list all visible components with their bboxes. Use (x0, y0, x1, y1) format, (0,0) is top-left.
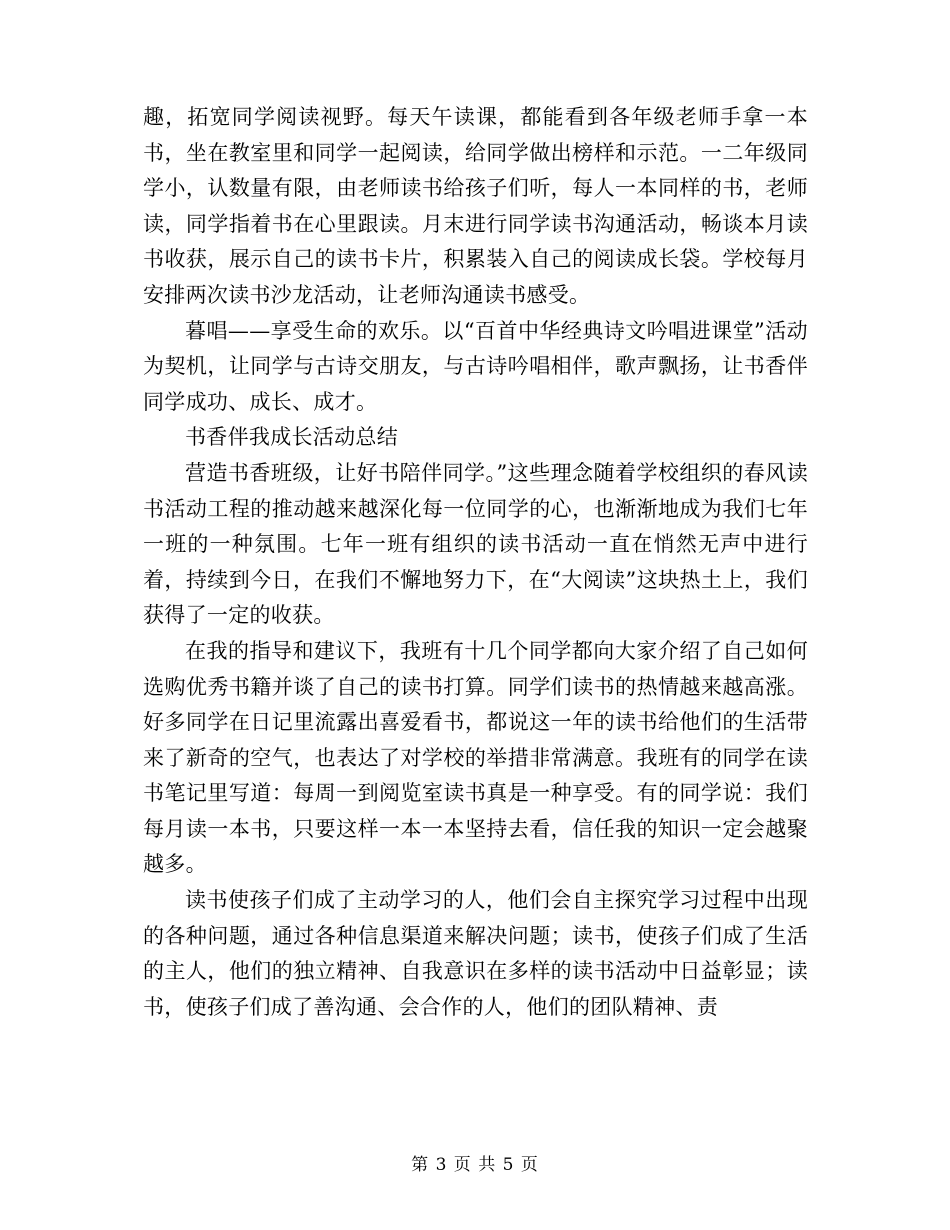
paragraph-reading-benefits: 读书使孩子们成了主动学习的人，他们会自主探究学习过程中出现的各种问题，通过各种信息渠道来解决问题；读书，使孩子们成了生活的主人，他们的独立精神、自我意识在多样的读书活动中日益彰显；读书，使孩子们成了善沟通、会合作的人，他们的团队精神、责 (143, 888, 808, 1019)
paragraph-book-fragrance-class: 营造书香班级，让好书陪伴同学。”这些理念随着学校组织的春风读书活动工程的推动越来越深化每一位同学的心，也渐渐地成为我们七年一班的一种氛围。七年一班有组织的读书活动一直在悄然无声中进行着，持续到今日，在我们不懈地努力下，在“大阅读”这块热土上，我们获得了一定的收获。 (143, 460, 808, 628)
paragraph-evening-chant: 暮唱——享受生命的欢乐。以“百首中华经典诗文吟唱进课堂”活动为契机，让同学与古诗交朋友，与古诗吟唱相伴，歌声飘扬，让书香伴同学成功、成长、成才。 (143, 318, 808, 414)
page-number-footer: 第 3 页 共 5 页 (411, 1155, 539, 1175)
paragraph-guidance: 在我的指导和建议下，我班有十几个同学都向大家介绍了自己如何选购优秀书籍并谈了自己的读书打算。同学们读书的热情越来越高涨。好多同学在日记里流露出喜爱看书，都说这一年的读书给他们的生活带来了新奇的空气，也表达了对学校的举措非常满意。我班有的同学在读书笔记里写道：每周一到阅览室读书真是一种享受。有的同学说：我们每月读一本书，只要这样一本一本坚持去看，信任我的知识一定会越聚越多。 (143, 638, 808, 877)
document-body (143, 100, 808, 1025)
section-heading: 书香伴我成长活动总结 (185, 425, 398, 450)
paragraph-continuation: 趣，拓宽同学阅读视野。每天午读课，都能看到各年级老师手拿一本书，坐在教室里和同学一起阅读，给同学做出榜样和示范。一二年级同学小，认数量有限，由老师读书给孩子们听，每人一本同样的书，老师读，同学指着书在心里跟读。月末进行同学读书沟通活动，畅谈本月读书收获，展示自己的读书卡片，积累装入自己的阅读成长袋。学校每月安排两次读书沙龙活动，让老师沟通读书感受。 (143, 105, 808, 307)
